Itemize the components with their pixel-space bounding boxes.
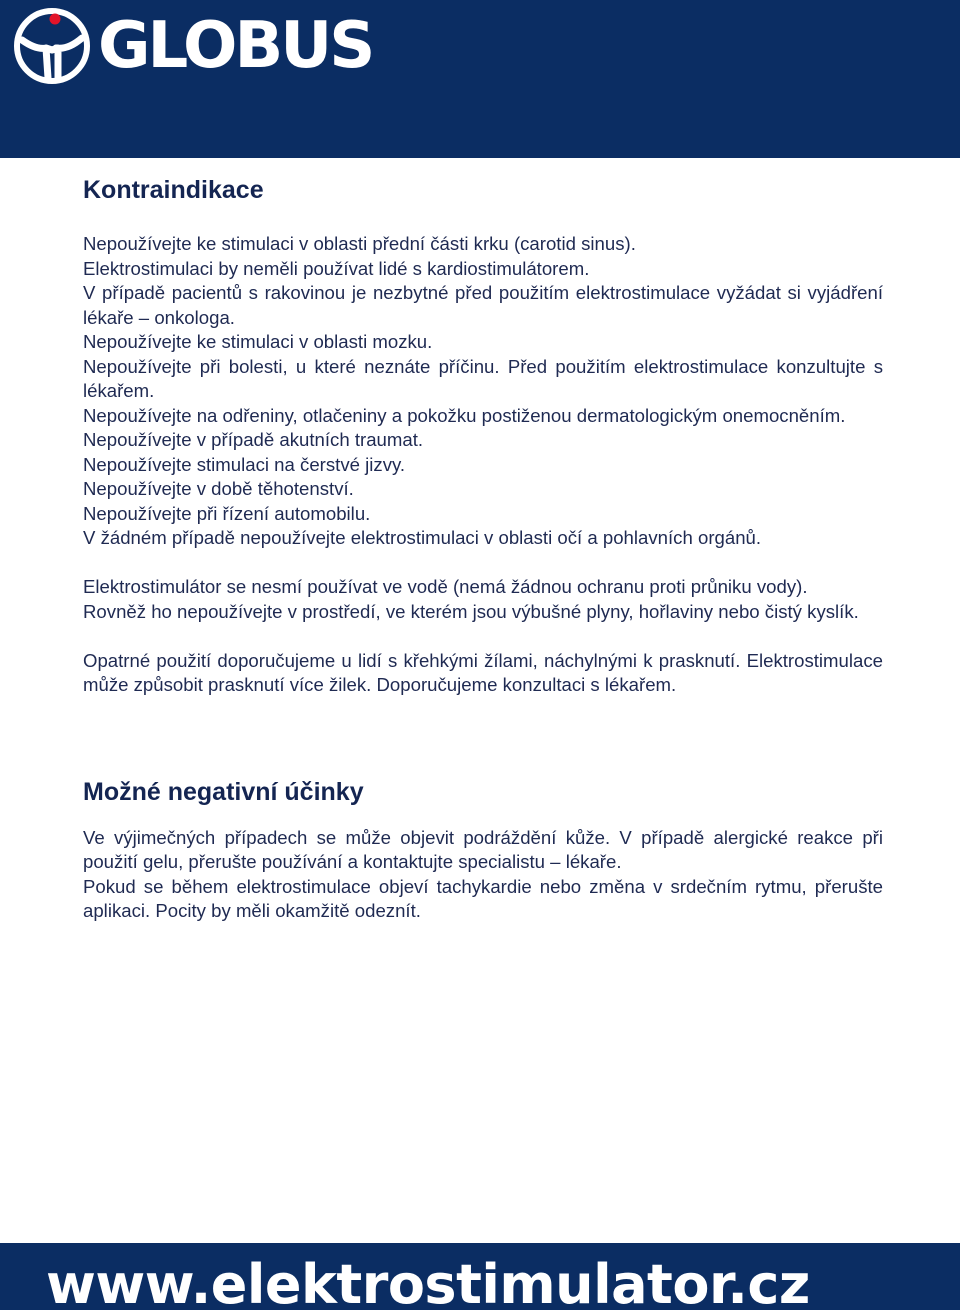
- list-item: Nepoužívejte v případě akutních traumat.: [83, 429, 424, 450]
- logo-wordmark: GLOBUS: [98, 9, 373, 83]
- side-effects-paragraph: [83, 826, 883, 924]
- paragraph-line: Pokud se během elektrostimulace objeví tachykardie nebo změna v srdečním rytmu, přerušte aplikaci. Pocity by měli okamžitě odeznít.: [83, 875, 883, 921]
- list-item: Elektrostimulaci by neměli používat lidé s kardiostimulátorem.: [83, 257, 590, 279]
- website-url: www.elektrostimulator.cz: [46, 1253, 810, 1310]
- list-item: V případě pacientů s rakovinou je nezbytné před použitím elektrostimulace vyžádat si vyjádření lékaře – onkologa.: [83, 282, 883, 328]
- list-item: V žádném případě nepoužívejte elektrostimulaci v oblasti očí a pohlavních orgánů.: [83, 527, 762, 548]
- globus-human-figure-icon: [12, 6, 92, 86]
- list-item: Nepoužívejte při bolesti, u které neznáte příčinu. Před použitím elektrostimulace konzultujte s lékařem.: [83, 355, 883, 401]
- list-item: Nepoužívejte v době těhotenství.: [83, 478, 354, 499]
- list-item: Nepoužívejte ke stimulaci v oblasti přední části krku (carotid sinus).: [83, 233, 636, 254]
- caution-paragraph: Opatrné použití doporučujeme u lidí s křehkými žílami, náchylnými k prasknutí. Elektrostimulace může způsobit prasknutí více žilek. Doporučujeme konzultaci s lékařem.: [83, 649, 883, 695]
- paragraph-line: Rovněž ho nepoužívejte v prostředí, ve kterém jsou výbušné plyny, hořlaviny nebo čistý kyslík.: [83, 600, 859, 622]
- list-item: Nepoužívejte ke stimulaci v oblasti mozku.: [83, 331, 433, 352]
- list-item: Nepoužívejte při řízení automobilu.: [83, 502, 371, 524]
- page-header: [0, 0, 960, 158]
- water-warning-paragraph: [83, 575, 883, 624]
- section-title: Kontraindikace: [83, 176, 264, 204]
- side-effects-section: [83, 774, 883, 924]
- main-content: [83, 172, 883, 924]
- paragraph-line: Elektrostimulátor se nesmí používat ve vodě (nemá žádnou ochranu proti průniku vody).: [83, 576, 808, 597]
- list-item: Nepoužívejte na odřeniny, otlačeniny a pokožku postiženou dermatologickým onemocněním.: [83, 404, 846, 426]
- paragraph-line: Ve výjimečných případech se může objevit podráždění kůže. V případě alergické reakce při použití gelu, přerušte používání a kontaktujte specialistu – lékaře.: [83, 826, 883, 872]
- page-footer: [0, 1243, 960, 1310]
- contraindications-section: [83, 172, 883, 698]
- contraindications-list: [83, 232, 883, 551]
- list-item: Nepoužívejte stimulaci na čerstvé jizvy.: [83, 453, 406, 475]
- section-title: Možné negativní účinky: [83, 777, 364, 806]
